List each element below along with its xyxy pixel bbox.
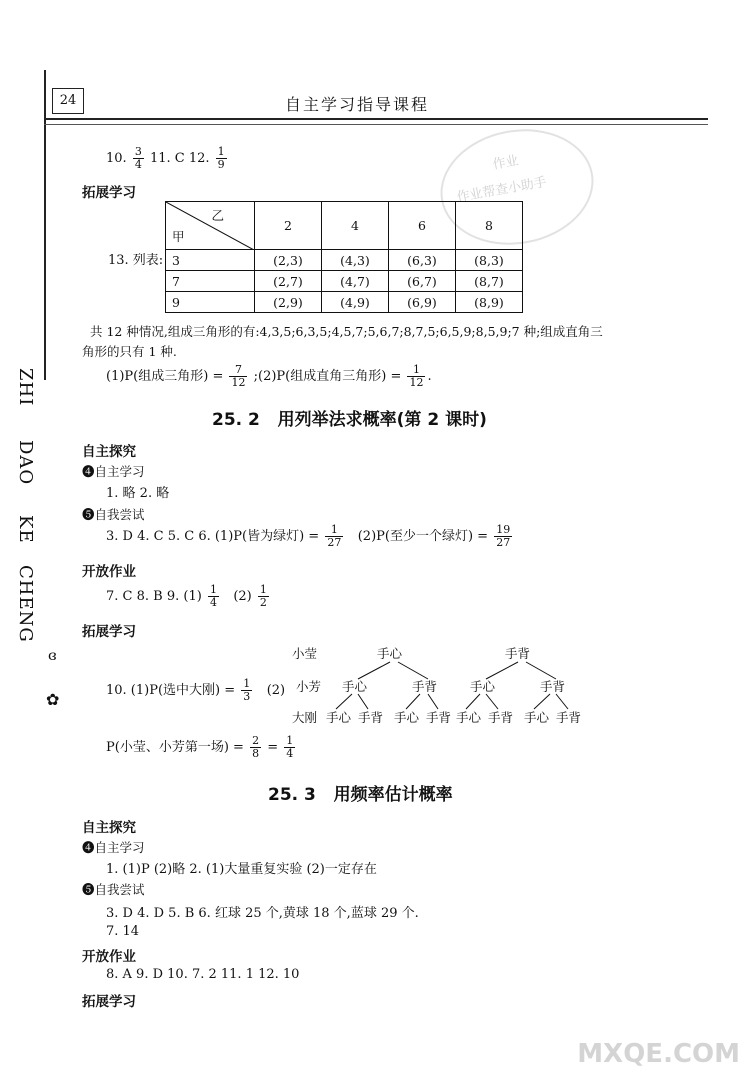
tree-label-xiaofang: 小芳 [296, 679, 322, 694]
answers-25-3-8-12: 8. A 9. D 10. 7. 2 11. 1 12. 10 [106, 967, 300, 982]
table-cell: (8,7) [456, 271, 523, 292]
answers-1-2: 1. 略 2. 略 [106, 486, 170, 501]
corner-cell: 乙 甲 [166, 202, 255, 250]
table-cell: (4,3) [322, 250, 389, 271]
table-cell: (6,9) [389, 292, 456, 313]
q13-label: 13. 列表: [108, 253, 164, 268]
paragraph-line-1: 共 12 种情况,组成三角形的有:4,3,5;6,3,5;4,5,7;5,6,7;8,7,5;6,5,9;8,5,9;7 种;组成直角三 [90, 324, 603, 339]
node: 手背 [488, 710, 514, 725]
heading-self-explore-2: 自主探究 [82, 820, 136, 836]
outcome-table [165, 201, 523, 313]
table-cell: (2,3) [255, 250, 322, 271]
header-rule [44, 118, 708, 125]
side-ornament: ɞ [48, 648, 57, 664]
answers-25-3-3-6: 3. D 4. D 5. B 6. 红球 25 个,黄球 18 个,蓝球 29 个. [106, 906, 419, 921]
heading-extended-study-2: 拓展学习 [82, 994, 136, 1010]
node: 手背 [505, 646, 531, 661]
table-cell: (6,7) [389, 271, 456, 292]
col-header: 8 [456, 202, 523, 250]
subheading-self-try-2: ❺自我尝试 [82, 882, 145, 897]
table-cell: (8,9) [456, 292, 523, 313]
row-header: 3 [166, 250, 255, 271]
section-title-25-3: 25. 3 用频率估计概率 [268, 785, 453, 805]
heading-extended-study: 拓展学习 [82, 624, 136, 640]
node: 手背 [556, 710, 582, 725]
col-header: 6 [389, 202, 456, 250]
node: 手背 [426, 710, 452, 725]
stamp-watermark: 作业 作业帮查小助手 [431, 117, 602, 256]
node: 手心 [456, 710, 482, 725]
heading-open-homework: 开放作业 [82, 564, 136, 580]
node: 手背 [540, 679, 566, 694]
side-text-ke: KE [15, 515, 36, 544]
node: 手背 [412, 679, 438, 694]
tree-label-xiaoying: 小莹 [292, 646, 318, 661]
node: 手心 [326, 710, 352, 725]
subheading-self-study: ❹自主学习 [82, 464, 145, 479]
tree-label-dagang: 大刚 [292, 710, 318, 725]
answers-10-12: 10. $\frac{3}{4}$ 11. C 12. $\frac{1}{9}$ [106, 145, 225, 171]
site-watermark: MXQE.COM [577, 1039, 740, 1069]
answers-25-3-1-2: 1. (1)P (2)略 2. (1)大量重复实验 (2)一定存在 [106, 862, 377, 877]
side-text-cheng: CHENG [15, 565, 36, 643]
section-heading-extended: 拓展学习 [82, 185, 136, 201]
tree-diagram [280, 640, 600, 732]
probability-line: (1)P(组成三角形) = $\frac{7}{12}$ ;(2)P(组成直角三角形) = $\frac{1}{12}$ . [106, 363, 432, 389]
section-title-25-2: 25. 2 用列举法求概率(第 2 课时) [212, 410, 487, 430]
table-cell: (8,3) [456, 250, 523, 271]
row-header: 7 [166, 271, 255, 292]
row-header: 9 [166, 292, 255, 313]
answers-25-3-7: 7. 14 [106, 924, 140, 939]
side-text-zhi: ZHI [15, 368, 36, 407]
node: 手背 [358, 710, 384, 725]
answers-7-9: 7. C 8. B 9. (1) $\frac{1}{4}$ (2) $\frac{1}{2}$ [106, 583, 267, 609]
table-cell: (6,3) [389, 250, 456, 271]
node: 手心 [377, 646, 403, 661]
col-header: 4 [322, 202, 389, 250]
subheading-self-try: ❺自我尝试 [82, 507, 145, 522]
node: 手心 [524, 710, 550, 725]
paragraph-line-2: 角形的只有 1 种. [82, 344, 177, 359]
side-text-dao: DAO [15, 440, 36, 486]
table-cell: (4,9) [322, 292, 389, 313]
side-ornament-2: ✿ [46, 690, 60, 709]
node: 手心 [342, 679, 368, 694]
heading-self-explore: 自主探究 [82, 444, 136, 460]
heading-open-homework-2: 开放作业 [82, 949, 136, 965]
header-title: 自主学习指导课程 [285, 95, 430, 114]
subheading-self-study-2: ❹自主学习 [82, 840, 145, 855]
table-cell: (4,7) [322, 271, 389, 292]
page-number: 24 [52, 88, 84, 114]
final-probability: P(小莹、小芳第一场) = $\frac{2}{8}$ = $\frac{1}{4}$ [106, 734, 294, 760]
table-cell: (2,9) [255, 292, 322, 313]
answer-10: 10. (1)P(选中大刚) = $\frac{1}{3}$ (2) [106, 677, 286, 703]
table-cell: (2,7) [255, 271, 322, 292]
node: 手心 [394, 710, 420, 725]
col-header: 2 [255, 202, 322, 250]
node: 手心 [470, 679, 496, 694]
answers-3-6: 3. D 4. C 5. C 6. (1)P(皆为绿灯) = $\frac{1}{27}$ (2)P(至少一个绿灯) = $\frac{19}{27}$ [106, 523, 511, 549]
margin-rule [44, 70, 46, 380]
